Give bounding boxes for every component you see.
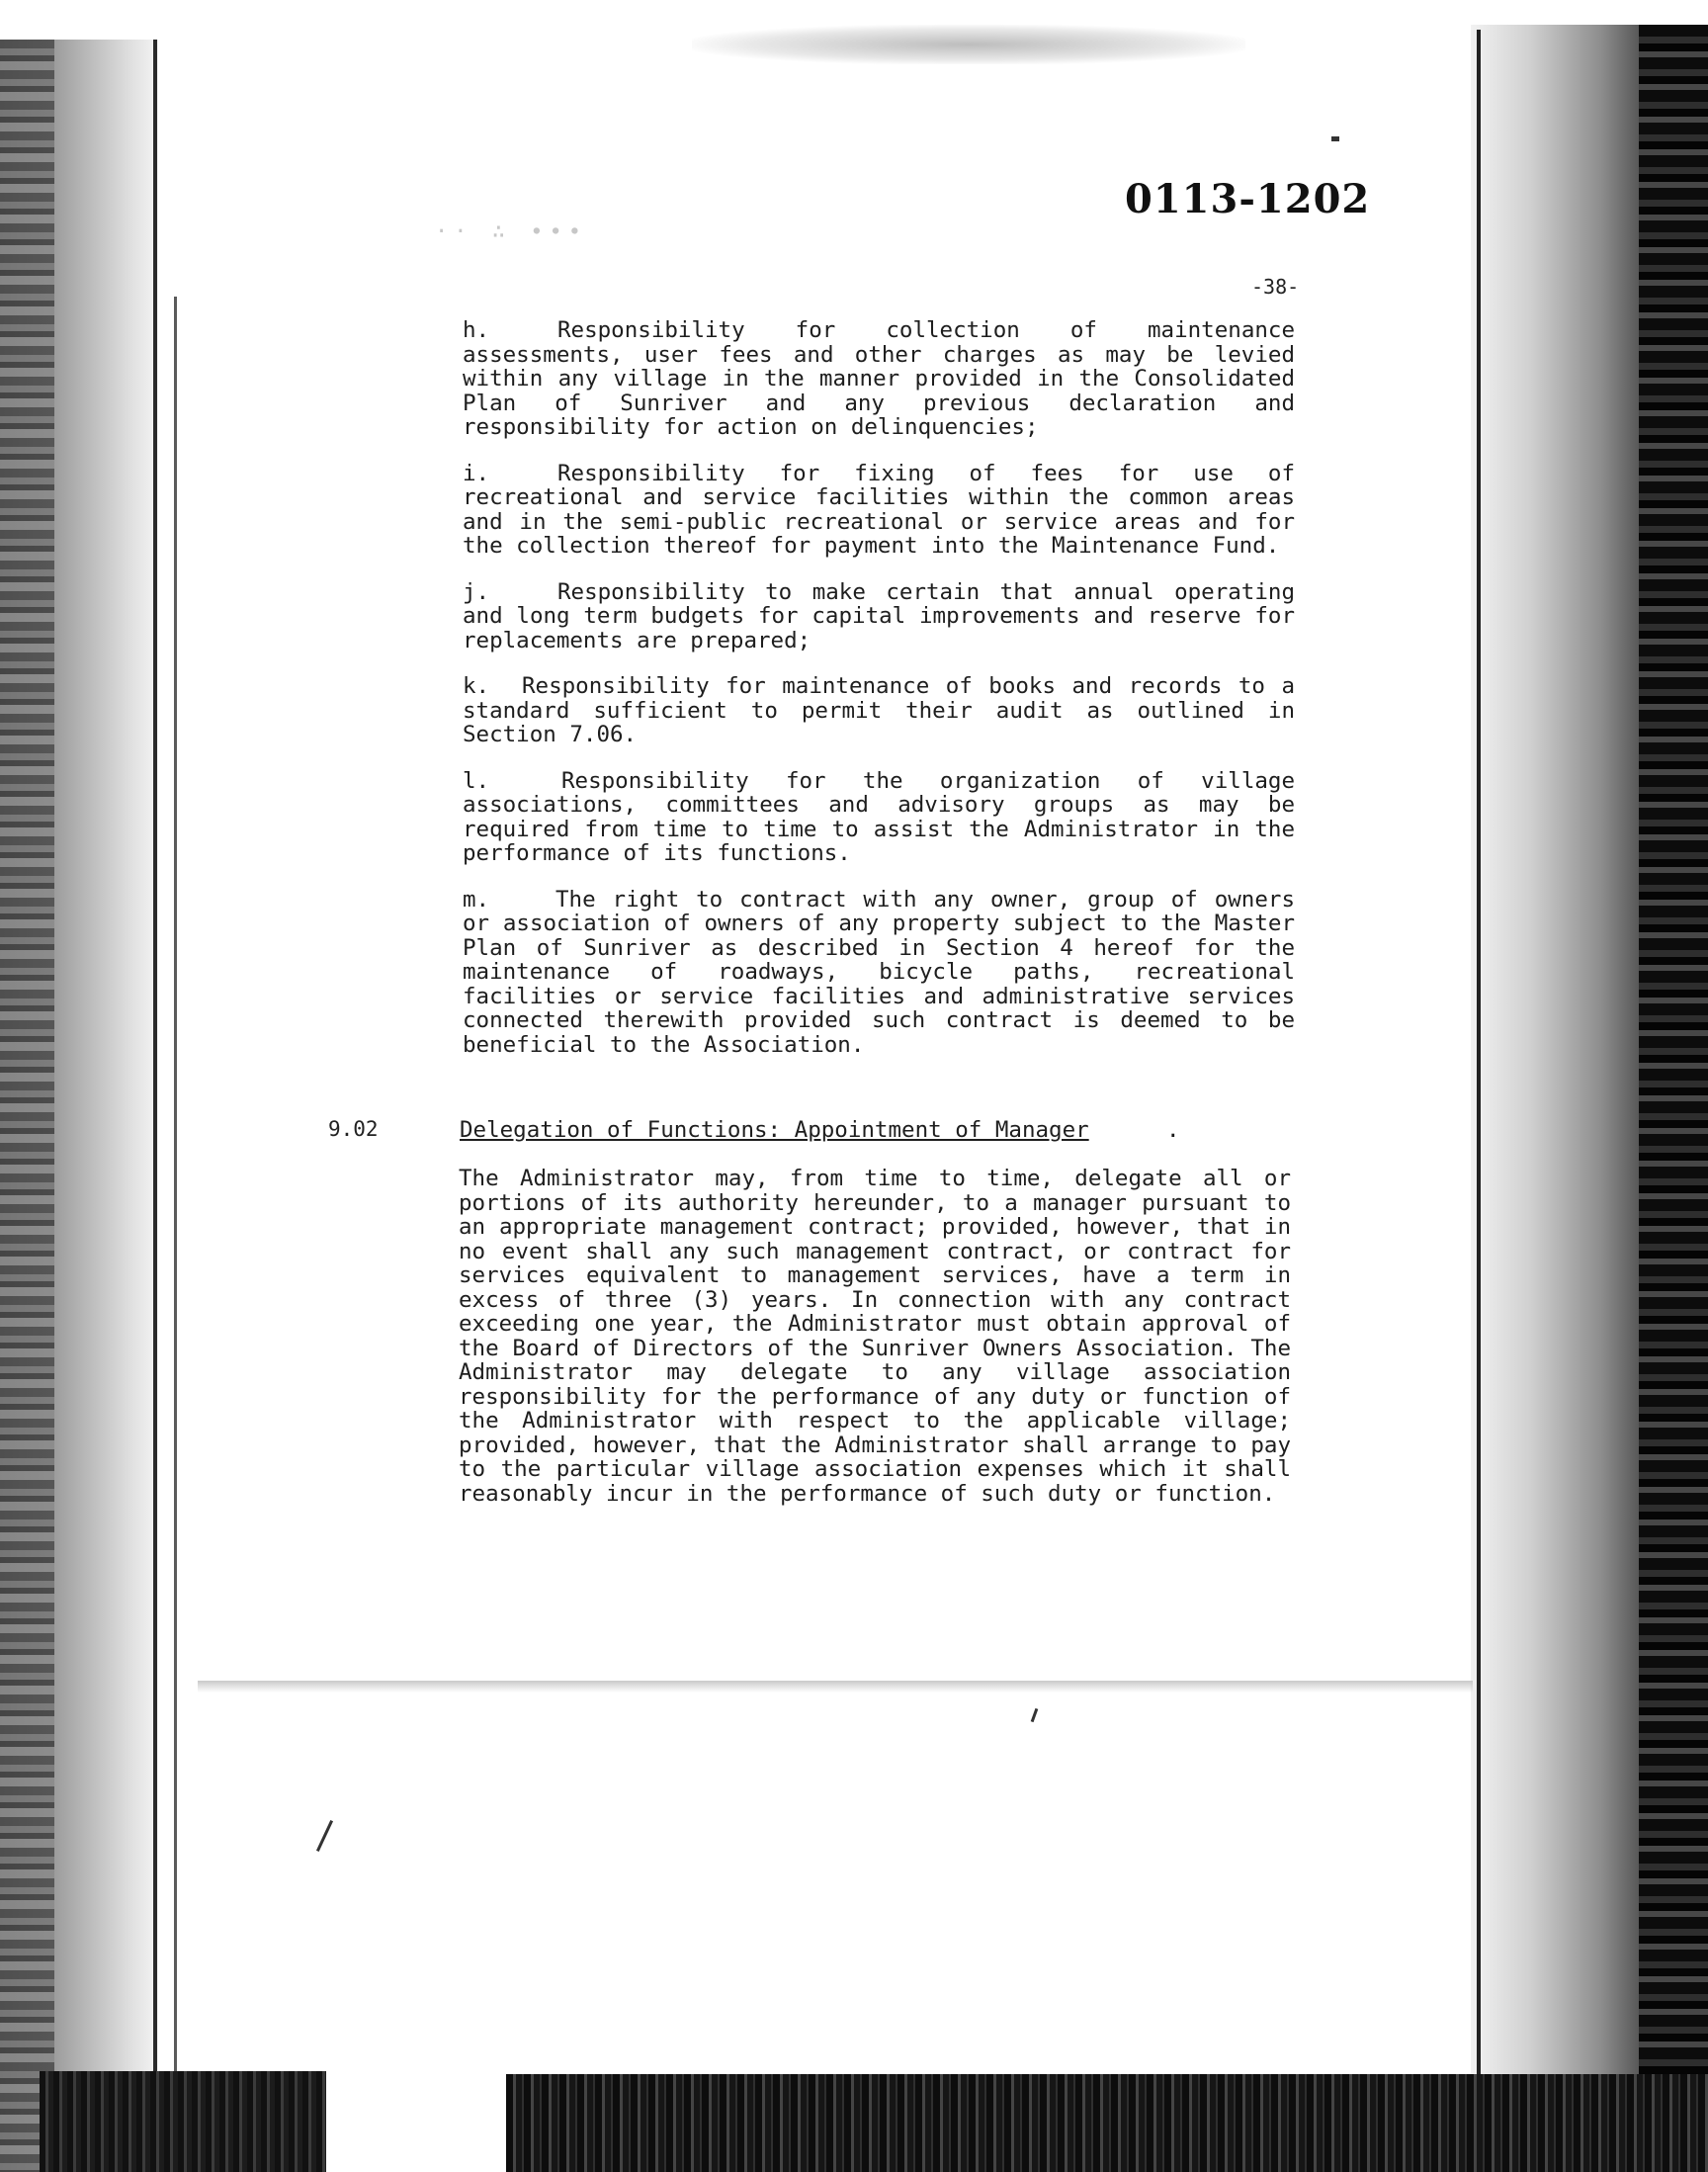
item-list: [463, 318, 1295, 1079]
scan-left-rule: [153, 40, 157, 2096]
section-heading: [460, 1117, 1089, 1143]
scan-left-rule-inner: [174, 297, 177, 2076]
scan-bottom-left-block: [40, 2071, 326, 2172]
item-text: Responsibility for the organization of village associations, committees and advisory groups as may be required from time to time to assist the Administrator in the performance of its functions.: [463, 767, 1295, 866]
section-number: 9.02: [328, 1117, 379, 1141]
document-number: 0113-1202: [1125, 176, 1371, 222]
list-item: [463, 769, 1295, 866]
section-heading-suffix: .: [1166, 1117, 1180, 1143]
item-letter: m.: [463, 886, 490, 912]
section-heading-text: Delegation of Functions: Appointment of Manager: [460, 1117, 1089, 1143]
item-letter: h.: [463, 317, 490, 343]
page-bottom-shadow: [198, 1681, 1473, 1693]
item-letter: k.: [463, 673, 490, 699]
scan-top-smudge: [692, 25, 1245, 64]
section-body: [459, 1167, 1291, 1527]
item-text: Responsibility for maintenance of books and records to a standard sufficient to permit their audit as outlined in Section 7.06.: [463, 673, 1295, 747]
scan-right-edge: [1639, 25, 1708, 2172]
scan-bottom-right-block: [506, 2074, 1708, 2172]
list-item: [463, 888, 1295, 1058]
item-text: The right to contract with any owner, group of owners or association of owners of any property subject to the Master Plan of Sunriver as described in Section 4 hereof for the maintenance of roadways, bicycle paths, recreational facilities or service facilities and administrative services connected therewith provided such contract is deemed to be beneficial to the Association.: [463, 886, 1295, 1058]
item-letter: l.: [463, 767, 490, 794]
stray-mark: [1031, 1708, 1039, 1722]
list-item: [463, 462, 1295, 559]
item-letter: j.: [463, 578, 490, 605]
section-paragraph: The Administrator may, from time to time, delegate all or portions of its authority hereunder, to a manager pursuant to an appropriate management contract; provided, however, that in no event shall any such management contract, or contract for services equivalent to management services, have a term in excess of three (3) years. In connection with any contract exceeding one year, the Administrator must obtain approval of the Board of Directors of the Sunriver Owners Association. The Administrator may delegate to any village association responsibility for the performance of any duty or function of the Administrator with respect to the applicable village; provided, however, that the Administrator shall arrange to pay to the particular village association expenses which it shall reasonably incur in the performance of such duty or function.: [459, 1166, 1291, 1507]
list-item: [463, 674, 1295, 747]
item-text: Responsibility for fixing of fees for use of recreational and service facilities within the common areas and in the semi-public recreational or service areas and for the collection thereof for payment into the Maintenance Fund.: [463, 460, 1295, 559]
item-letter: i.: [463, 460, 490, 486]
stray-mark: [1331, 136, 1339, 141]
faint-stamp: ·· ∴ ∙∙∙: [435, 219, 587, 244]
page-number: -38-: [1251, 275, 1300, 299]
scan-right-rule: [1477, 30, 1481, 2086]
stray-mark: [316, 1820, 333, 1852]
list-item: [463, 580, 1295, 653]
item-text: Responsibility for collection of maintenance assessments, user fees and other charges as may be levied within any village in the manner provided in the Consolidated Plan of Sunriver and any previous declaration and responsibility for action on delinquencies;: [463, 317, 1295, 440]
list-item: [463, 318, 1295, 440]
scan-left-edge: [0, 40, 54, 2172]
item-text: Responsibility to make certain that annual operating and long term budgets for capital improvements and reserve for replacements are prepared;: [463, 578, 1295, 653]
